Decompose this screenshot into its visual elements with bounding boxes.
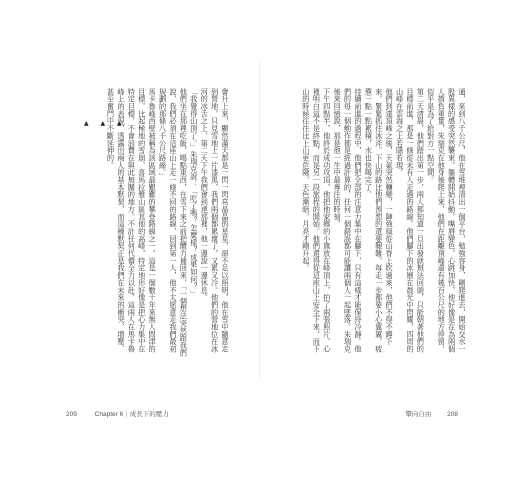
right-page-number: 208 [447, 411, 458, 418]
section-break-marker: ▲ ▲ ▲ [84, 120, 127, 127]
right-paragraph-2: 第二天清晨，他們踏出第一步，兩人都知道一旦出發就無法回頭，只能朝著他們的目標前進，那是一條從未有人走過的路線。他們腳下的冰層在晨光中閃耀，四周的山峰在雲海之上若隱若現。 [395, 88, 426, 353]
right-page-body [295, 88, 467, 358]
right-running-head: 攀向自由 [405, 411, 432, 418]
right-paragraph-4: 持續前進的過程中，他們把全部的注意力集中在腳下，只有這樣才能保持冷靜。他們的每一個動作都是經過計算的，任何一個錯誤都可能讓兩個人一起墜落。朱瑞克後來回憶說，那是他一生中最專注的時刻。 [333, 88, 363, 353]
left-page-body [106, 88, 230, 358]
left-paragraph-1: 會升上來，顯然滿天都是一閃一閃亮晶晶的星星，卻不足以照明。他在雪中隨意走到營地，只見雪地上一片漆黑，我們兩個都累壞了，又累又冷。他們的營地位在冰河的冰舌之上，第二天下午我們會到達那裡，他一邊說一邊休息。 [200, 88, 230, 353]
left-paragraph-3: 他們坐在那裡吃飯，喝點東西，在雪下來之前把體力補回來，「一個想法突然跟我們說，我們必須在這座山上走一條不同的路線，回到第一人，他不太愿意走我們最初規劃的那條八千公尺路線。」 [158, 88, 189, 357]
right-paragraph-5: 下午四點半，他終於成功攻頂，他把他家鄉的小旗放在峰頂上，拍了兩張照片，心裡明白這不是終點，而是另一段旅程的開始。他們還得從這座山上安全下來，而下山的時候往往比上山更危險，天色漸暗，月亮才剛升起。 [301, 88, 332, 353]
left-page-number: 209 [66, 411, 77, 418]
left-page-footer [66, 409, 169, 418]
left-paragraph-4: 馬卡魯峰西壁被稱為該區域最艱難的攀登路線之一。這是一個數十年來無人問津的目標，比起極地的雪崩、喜馬拉雅山區其他的高峰，特定地形好像是把心力集中在特定目標，不會浪費在與此無關的地方。不計任何代價全力以赴，這兩人在馬卡魯峰上的表現，透露出兩人的基本默契，而這種默契正是我們在未來的衝突、增壓、甚至奮鬥中不斷延伸的。 [106, 88, 158, 353]
right-page-footer [405, 409, 458, 418]
left-running-head: Chapter 6｜成長下的壓力 [94, 411, 169, 418]
page-gutter [259, 60, 260, 380]
right-paragraph-1: 通，來到八千公尺，他在雪堆裡清出一個平台，勉強容身，剛爬進去，開始交水一股異樣的感受突然襲來，軀體開始抖動，嘴唇變色，心跳加快，他好像是在為兩個人揹負重量，朱瑞克在他身後爬上來，他們在距離頂峰還有幾百公尺的地方停留，似乎是為了給對方一點空間。 [426, 88, 467, 353]
right-paragraph-3: 他們到達頂峰之後，天氣突然轉變，一陣強風從山脊上吹過來，他們不得不蹲下來，緊緊抓住冰斧。下山的路比他們預想的還要艱難，每走一步都要小心翼翼，疲憊一點一點累積，水也快喝完了。 [364, 88, 395, 353]
left-paragraph-2: 「我覺得山頂了。」朱瑞克說：「吃了嗎？怎麼樣？成果如何？」 [189, 88, 199, 298]
